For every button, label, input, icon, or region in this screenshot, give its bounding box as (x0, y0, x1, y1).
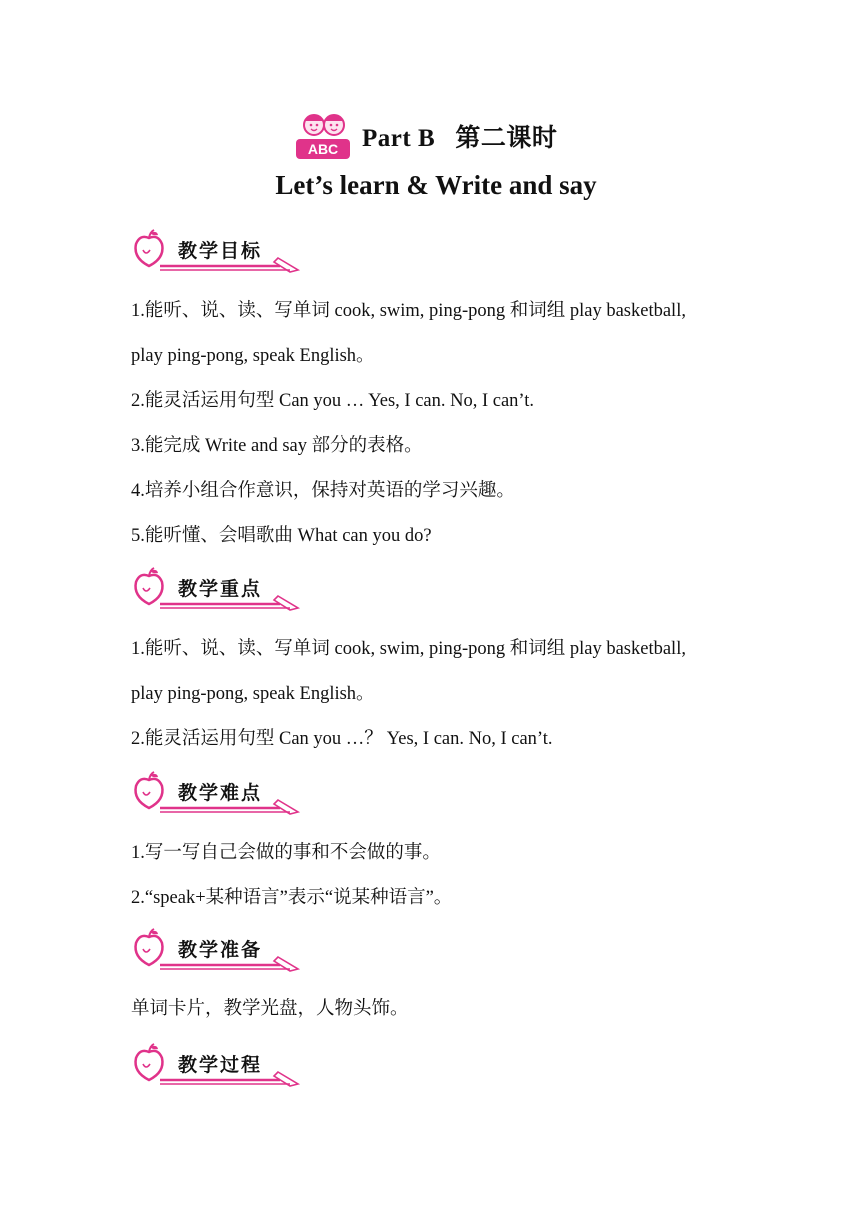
objective-line: 2.能灵活运用句型 Can you … Yes, I can. No, I can’t. (131, 391, 535, 411)
objective-line: 4.培养小组合作意识，保持对英语的学习兴趣。 (131, 481, 515, 501)
section-heading-objectives (130, 228, 306, 274)
key-point-line: play ping-pong, speak English。 (131, 684, 375, 704)
page-subtitle: Let’s learn & Write and say (275, 170, 597, 200)
section-heading-label: 教学重点 (178, 578, 263, 600)
objective-line: play ping-pong, speak English。 (131, 346, 375, 366)
key-point-line: 1.能听、说、读、写单词 cook, swim, ping-pong 和词组 play basketball, (131, 639, 686, 659)
difficulty-line: 2.“speak+某种语言”表示“说某种语言”。 (131, 888, 453, 908)
section-heading-label: 教学难点 (178, 782, 263, 804)
section-heading-label: 教学目标 (178, 240, 263, 262)
section-heading-label: 教学过程 (178, 1054, 263, 1076)
abc-kids-logo-icon (292, 109, 354, 163)
difficulty-line: 1.写一写自己会做的事和不会做的事。 (131, 843, 441, 863)
section-heading-difficulties (130, 770, 306, 816)
page-title: Part B 第二课时 (362, 125, 558, 152)
objective-line: 5.能听懂、会唱歌曲 What can you do? (131, 526, 432, 546)
preparation-line: 单词卡片，教学光盘，人物头饰。 (131, 999, 409, 1019)
key-point-line: 2.能灵活运用句型 Can you …？ Yes, I can. No, I can’t. (131, 729, 553, 749)
section-heading-procedure (130, 1042, 306, 1088)
section-heading-key-points (130, 566, 306, 612)
objective-line: 3.能完成 Write and say 部分的表格。 (131, 436, 423, 456)
section-heading-label: 教学准备 (178, 939, 263, 961)
title-row (292, 108, 557, 164)
logo-text: ABC (307, 141, 339, 157)
section-heading-preparation (130, 927, 306, 973)
objective-line: 1.能听、说、读、写单词 cook, swim, ping-pong 和词组 play basketball, (131, 301, 686, 321)
